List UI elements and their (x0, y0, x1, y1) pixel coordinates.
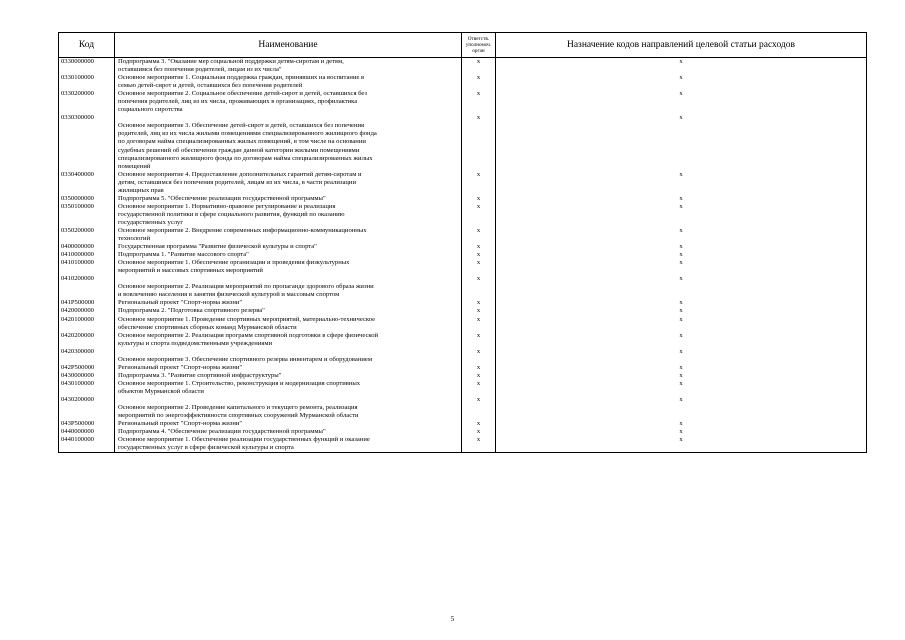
row-name (115, 307, 462, 315)
row-code: 0430000000 (59, 372, 115, 380)
row-responsible: x (462, 396, 496, 420)
row-name (115, 243, 462, 251)
row-purpose: x (496, 74, 867, 90)
table-row (59, 364, 867, 372)
table-row (59, 251, 867, 259)
row-name (115, 114, 462, 170)
row-name-line: Подпрограмма 3. "Оказание мер социальной поддержки детям-сиротам и детям, (118, 58, 344, 65)
row-name (115, 364, 462, 372)
row-purpose: x (496, 203, 867, 227)
row-purpose: x (496, 316, 867, 332)
table-row (59, 58, 867, 75)
row-purpose: x (496, 380, 867, 396)
row-name-line: Основное мероприятие 3. Обеспечение спортивного резерва инвентарем и оборудованием (118, 355, 373, 363)
row-name-line: Подпрограмма 4. "Обеспечение реализации государственной программы" (118, 428, 326, 436)
header-name: Наименование (115, 33, 462, 58)
row-name-line: попечения родителей, лиц из их числа, проживающих в организациях, профилактика (118, 98, 358, 106)
row-name-line: Подпрограмма 5. "Обеспечение реализации государственной программы" (118, 194, 326, 202)
row-purpose: x (496, 396, 867, 420)
row-name-line: Основное мероприятие 1. Социальная поддержка граждан, принявших на воспитание в (118, 74, 365, 82)
row-responsible: x (462, 171, 496, 195)
row-name-line: мероприятий и массовых спортивных мероприятий (118, 267, 263, 275)
row-code: 0330000000 (59, 58, 115, 75)
row-name-line: судебных решений об обеспечении граждан данной категории жилыми помещениями (118, 146, 360, 154)
row-name (115, 251, 462, 259)
row-responsible: x (462, 227, 496, 243)
row-purpose: x (496, 259, 867, 275)
row-name-line: государственных услуг (118, 218, 184, 226)
row-code: 0420000000 (59, 307, 115, 315)
row-responsible: x (462, 243, 496, 251)
row-name-line: Основное мероприятие 1. Нормативно-правовое регулирование и реализация (118, 202, 336, 210)
row-responsible: x (462, 332, 496, 348)
row-code: 0410000000 (59, 251, 115, 259)
row-name (115, 428, 462, 436)
row-purpose: x (496, 364, 867, 372)
row-responsible: x (462, 74, 496, 90)
row-name (115, 275, 462, 299)
row-name (115, 90, 462, 114)
row-name-line: Подпрограмма 3. "Развитие спортивной инфраструктуры" (118, 371, 282, 379)
row-responsible: x (462, 259, 496, 275)
row-name-line: Основное мероприятие 2. Социальное обеспечение детей-сирот и детей, оставшихся без (118, 90, 368, 98)
table-row (59, 396, 867, 420)
row-name-line: Государственная программа "Развитие физической культуры и спорта" (118, 243, 317, 251)
row-responsible: x (462, 364, 496, 372)
row-purpose: x (496, 420, 867, 428)
row-purpose: x (496, 428, 867, 436)
table-row (59, 74, 867, 90)
row-name-line: государственных услуг в сфере физической культуры и спорта (118, 444, 294, 452)
row-purpose: x (496, 58, 867, 75)
table-row (59, 90, 867, 114)
row-name (115, 203, 462, 227)
row-name-line (118, 114, 458, 122)
row-name-line: культуры и спорта подведомственными учреждениями (118, 339, 273, 347)
row-code: 0420300000 (59, 348, 115, 364)
row-name-line: жилищных прав (118, 186, 164, 194)
table-row (59, 299, 867, 307)
row-name-line: Подпрограмма 2. "Подготовка спортивного резерва" (118, 307, 265, 315)
row-name-line: Основное мероприятие 2. Внедрение современных информационно-коммуникационных (118, 226, 367, 234)
row-name-line: Основное мероприятие 1. Проведение спортивных мероприятий, материально-техническое (118, 315, 376, 323)
row-name-line: мероприятий по энергоэффективности спортивных сооружений Мурманской области (118, 412, 359, 420)
table-row (59, 195, 867, 203)
row-responsible: x (462, 195, 496, 203)
row-name-line: Региональный проект "Спорт-норма жизни" (118, 299, 243, 307)
row-name (115, 372, 462, 380)
row-name (115, 332, 462, 348)
table-row (59, 203, 867, 227)
row-purpose: x (496, 243, 867, 251)
row-name (115, 195, 462, 203)
table-header-row (59, 33, 867, 58)
row-code: 042P500000 (59, 364, 115, 372)
table-row (59, 171, 867, 195)
row-purpose: x (496, 227, 867, 243)
row-code: 0410100000 (59, 259, 115, 275)
row-name (115, 436, 462, 453)
row-code: 0430100000 (59, 380, 115, 396)
row-name (115, 227, 462, 243)
row-name-line: технологий (118, 235, 151, 243)
row-name-line: Региональный проект "Спорт-норма жизни" (118, 420, 243, 428)
table-row (59, 372, 867, 380)
row-name-line: Региональный проект "Спорт-норма жизни" (118, 363, 243, 371)
table-row (59, 275, 867, 299)
table-row (59, 259, 867, 275)
row-code: 0330200000 (59, 90, 115, 114)
row-name-line: и вовлечению населения в занятия физической культурой и массовым спортом (118, 291, 340, 299)
row-name-line: обеспечение спортивных сборных команд Мурманской области (118, 323, 297, 331)
table-row (59, 436, 867, 453)
row-name-line: Основное мероприятие 2. Реализация программ спортивной подготовки в сфере физической (118, 331, 379, 339)
table-row (59, 420, 867, 428)
row-responsible: x (462, 58, 496, 75)
row-code: 0330100000 (59, 74, 115, 90)
row-name (115, 348, 462, 364)
row-name-line (118, 275, 458, 283)
row-name-line: государственной политики в сфере социального развития, функций по оказанию (118, 210, 345, 218)
row-code: 043P500000 (59, 420, 115, 428)
row-name-line: оставшимся без попечения родителей, лицам из их числа" (118, 66, 282, 74)
row-code: 0420100000 (59, 316, 115, 332)
row-name-line: семью детей-сирот и детей, оставшихся без попечения родителей (118, 82, 303, 90)
row-responsible: x (462, 420, 496, 428)
row-name (115, 299, 462, 307)
header-code: Код (59, 33, 115, 58)
row-name-line: Основное мероприятие 2. Проведение капитального и текущего ремонта, реализация (118, 404, 358, 412)
row-code: 0350200000 (59, 227, 115, 243)
row-name (115, 259, 462, 275)
row-name-line: Основное мероприятие 4. Предоставление дополнительных гарантий детям-сиротам и (118, 170, 362, 178)
row-responsible: x (462, 203, 496, 227)
row-responsible: x (462, 436, 496, 453)
row-name-line: по договорам найма специализированных жилых помещений, в том числе на основании (118, 138, 366, 146)
row-name-line: родителей, лиц из их числа жилыми помещениями специализированного жилищного фонда (118, 130, 377, 138)
row-purpose: x (496, 251, 867, 259)
row-purpose: x (496, 90, 867, 114)
row-responsible: x (462, 90, 496, 114)
row-name-line: Основное мероприятие 1. Обеспечение реализации государственных функций и оказание (118, 436, 370, 444)
row-responsible: x (462, 428, 496, 436)
row-purpose: x (496, 114, 867, 170)
row-name-line: Подпрограмма 1. "Развитие массового спорта" (118, 251, 249, 259)
row-name-line: социального сиротства (118, 106, 183, 114)
row-name (115, 171, 462, 195)
row-name-line: специализированного жилищного фонда по договорам найма специализированных жилых (118, 154, 373, 162)
row-responsible: x (462, 348, 496, 364)
row-name (115, 420, 462, 428)
table-body (59, 58, 867, 453)
row-name (115, 74, 462, 90)
row-responsible: x (462, 380, 496, 396)
row-purpose: x (496, 171, 867, 195)
row-name-line (118, 396, 458, 404)
row-name-line: объектов Мурманской области (118, 387, 204, 395)
table-row (59, 307, 867, 315)
row-name-line: Основное мероприятие 1. Строительство, реконструкция и модернизация спортивных (118, 379, 361, 387)
row-code: 0350000000 (59, 195, 115, 203)
header-purpose: Назначение кодов направлений целевой статьи расходов (496, 33, 867, 58)
row-name (115, 380, 462, 396)
row-code: 0410200000 (59, 275, 115, 299)
header-responsible: Ответств. уполномоч. орган (462, 33, 496, 58)
table-row (59, 380, 867, 396)
row-purpose: x (496, 436, 867, 453)
table-row (59, 114, 867, 170)
row-name (115, 396, 462, 420)
row-responsible: x (462, 316, 496, 332)
budget-codes-table (58, 32, 867, 453)
row-name-line: Основное мероприятие 3. Обеспечение детей-сирот и детей, оставшихся без попечения (118, 122, 365, 130)
row-responsible: x (462, 251, 496, 259)
row-code: 0330300000 (59, 114, 115, 170)
row-code: 0440000000 (59, 428, 115, 436)
row-responsible: x (462, 114, 496, 170)
row-responsible: x (462, 307, 496, 315)
table-row (59, 332, 867, 348)
row-code: 041P500000 (59, 299, 115, 307)
row-purpose: x (496, 275, 867, 299)
row-purpose: x (496, 307, 867, 315)
row-purpose: x (496, 332, 867, 348)
row-name-line (118, 348, 458, 356)
table-row (59, 348, 867, 364)
row-name-line: детям, оставшимся без попечения родителей, лицам из их числа, в части реализации (118, 178, 356, 186)
row-code: 0330400000 (59, 171, 115, 195)
row-purpose: x (496, 372, 867, 380)
row-code: 0430200000 (59, 396, 115, 420)
row-name (115, 316, 462, 332)
table-row (59, 227, 867, 243)
page-number: 5 (450, 615, 455, 623)
row-purpose: x (496, 299, 867, 307)
row-responsible: x (462, 372, 496, 380)
row-code: 0350100000 (59, 203, 115, 227)
row-responsible: x (462, 299, 496, 307)
row-name (115, 58, 462, 75)
row-name-line: помещений (118, 162, 151, 170)
row-code: 0440100000 (59, 436, 115, 453)
row-purpose: x (496, 195, 867, 203)
row-purpose: x (496, 348, 867, 364)
table-row (59, 428, 867, 436)
row-code: 0420200000 (59, 332, 115, 348)
table-row (59, 243, 867, 251)
row-responsible: x (462, 275, 496, 299)
row-code: 0400000000 (59, 243, 115, 251)
row-name-line: Основное мероприятие 1. Обеспечение организации и проведения физкультурных (118, 259, 350, 267)
row-name-line: Основное мероприятие 2. Реализация мероприятий по пропаганде здорового образа жизни (118, 283, 374, 291)
table-row (59, 316, 867, 332)
